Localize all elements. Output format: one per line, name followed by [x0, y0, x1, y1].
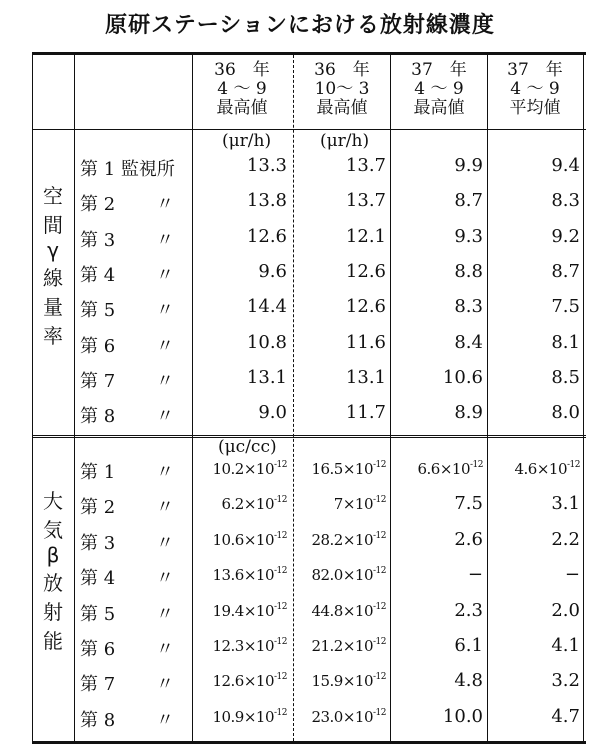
col-header-2-year: 36 年 — [314, 60, 370, 80]
col-header-3-stat: 最高値 — [413, 98, 465, 118]
frame-right-rule — [583, 55, 584, 741]
beta-value-mantissa: 16.5×10 — [311, 460, 373, 478]
beta-value-mantissa: 44.8×10 — [311, 601, 373, 620]
col-header-4 — [488, 61, 582, 118]
gamma-row-1-value-1: 13.3 — [246, 155, 287, 176]
gamma-row-4-value-4: 8.7 — [551, 260, 580, 282]
beta-row-1-value-2 — [290, 460, 386, 478]
gamma-row-4-value-2: 12.6 — [345, 260, 386, 282]
gamma-row-3-value-4: 9.2 — [551, 225, 580, 247]
beta-row-7-label: 第 7 — [80, 674, 116, 696]
section-rule — [32, 435, 586, 438]
gamma-row-7-value-3: 10.6 — [442, 366, 483, 388]
col-header-3-period: 4 〜 9 — [414, 79, 464, 99]
beta-value-exponent: -12 — [373, 637, 386, 647]
gamma-unit-1: (μr/h) — [222, 131, 272, 151]
beta-row-3-value-4 — [484, 529, 580, 550]
beta-label-char-5: 射 — [43, 600, 63, 624]
gamma-row-6-value-4: 8.1 — [551, 331, 580, 353]
beta-row-7-value-1 — [191, 672, 287, 690]
col-header-2 — [294, 61, 390, 118]
beta-row-5-ditto: 〃 — [156, 603, 174, 625]
beta-unit: (μc/cc) — [218, 437, 277, 457]
gamma-row-6-value-1: 10.8 — [246, 331, 287, 353]
beta-value-exponent: -12 — [274, 601, 287, 612]
beta-value-mantissa: 6.6×10 — [417, 460, 470, 478]
col-header-3 — [392, 61, 486, 118]
beta-row-3-ditto: 〃 — [156, 532, 174, 554]
beta-value-mantissa: 6.2×10 — [221, 495, 274, 514]
beta-row-1-label: 第 1 — [80, 462, 116, 483]
beta-row-4-value-2 — [290, 566, 386, 584]
beta-row-7-value-4 — [484, 670, 580, 691]
beta-row-3-label: 第 3 — [80, 532, 116, 554]
gamma-row-7-value-2: 13.1 — [345, 366, 386, 388]
beta-value-exponent: -12 — [373, 601, 386, 612]
gamma-row-8-label: 第 8 — [80, 406, 116, 428]
gamma-row-1-value-4: 9.4 — [551, 155, 580, 176]
beta-value-exponent: -12 — [274, 707, 287, 718]
gamma-row-6-value-2: 11.6 — [345, 331, 386, 353]
gamma-row-8-value-2: 11.7 — [345, 402, 386, 424]
gamma-row-4-value-3: 8.8 — [454, 260, 483, 282]
gamma-row-2-value-3: 8.7 — [454, 190, 483, 212]
beta-value-exponent: -12 — [274, 672, 287, 683]
beta-value-mantissa: 7×10 — [333, 495, 373, 514]
gamma-row-5-ditto: 〃 — [156, 300, 174, 322]
beta-value-mantissa: 4.7 — [551, 705, 580, 727]
beta-value-mantissa: − — [564, 564, 580, 586]
gamma-row-2-value-2: 13.7 — [345, 190, 386, 212]
beta-row-4-value-4 — [484, 564, 580, 585]
gamma-row-6-value-3: 8.4 — [454, 331, 483, 353]
col-header-1-year: 36 年 — [214, 60, 270, 80]
beta-row-3-value-3 — [387, 529, 483, 550]
beta-row-5-label: 第 5 — [80, 603, 116, 625]
gamma-row-2-value-1: 13.8 — [246, 190, 287, 212]
beta-value-mantissa: 82.0×10 — [311, 566, 373, 585]
beta-value-mantissa: 3.2 — [551, 670, 580, 692]
beta-row-5-value-2 — [290, 602, 386, 620]
col-header-1-period: 4 〜 9 — [217, 79, 267, 99]
beta-row-8-value-2 — [290, 708, 386, 726]
beta-row-5-value-4 — [484, 600, 580, 621]
gamma-row-5-value-3: 8.3 — [454, 296, 483, 318]
gamma-row-1-value-3: 9.9 — [454, 155, 483, 176]
beta-value-exponent: -12 — [373, 495, 386, 506]
beta-row-8-value-3 — [387, 706, 483, 727]
radiation-table — [32, 52, 586, 744]
beta-value-mantissa: 4.8 — [454, 670, 483, 692]
beta-value-exponent: -12 — [274, 637, 287, 647]
gamma-section-label — [37, 180, 69, 349]
beta-value-mantissa: 10.2×10 — [212, 460, 274, 478]
beta-row-5-value-1 — [191, 602, 287, 620]
beta-row-2-value-3 — [387, 493, 483, 514]
beta-value-mantissa: 28.2×10 — [311, 530, 373, 549]
beta-value-mantissa: 4.1 — [551, 635, 580, 656]
col-header-3-year: 37 年 — [411, 60, 467, 80]
gamma-row-3-ditto: 〃 — [156, 229, 174, 251]
beta-row-5-value-3 — [387, 600, 483, 621]
gamma-row-6-label: 第 6 — [80, 335, 116, 357]
gamma-row-1-label: 第 1 監視所 — [80, 159, 175, 180]
beta-row-2-value-1 — [191, 495, 287, 513]
beta-row-2-value-2 — [290, 495, 386, 513]
gamma-row-7-ditto: 〃 — [156, 370, 174, 392]
gamma-row-7-value-1: 13.1 — [246, 366, 287, 388]
beta-value-exponent: -12 — [373, 460, 386, 470]
beta-value-mantissa: 15.9×10 — [311, 672, 373, 691]
beta-value-mantissa: 3.1 — [551, 493, 580, 515]
beta-value-exponent: -12 — [567, 460, 580, 470]
beta-row-1-value-4 — [484, 460, 580, 478]
beta-row-6-value-4 — [484, 635, 580, 656]
gamma-row-2-ditto: 〃 — [156, 194, 174, 216]
beta-row-7-value-2 — [290, 672, 386, 690]
beta-value-exponent: -12 — [274, 566, 287, 577]
gamma-row-7-label: 第 7 — [80, 370, 116, 392]
beta-label-char-2: 気 — [43, 518, 63, 542]
gamma-row-2-value-4: 8.3 — [551, 190, 580, 212]
beta-value-mantissa: 7.5 — [454, 493, 483, 515]
beta-row-3-value-2 — [290, 531, 386, 549]
gamma-label-char-3: γ — [47, 238, 59, 262]
beta-row-6-ditto: 〃 — [156, 639, 174, 660]
gamma-label-char-5: 量 — [43, 295, 63, 319]
beta-row-1-ditto: 〃 — [156, 462, 174, 483]
beta-row-7-value-3 — [387, 670, 483, 691]
beta-value-mantissa: 4.6×10 — [514, 460, 567, 478]
beta-row-6-label: 第 6 — [80, 639, 116, 660]
gamma-row-6-ditto: 〃 — [156, 335, 174, 357]
gamma-row-8-value-4: 8.0 — [551, 402, 580, 424]
gamma-row-4-ditto: 〃 — [156, 264, 174, 286]
col-header-4-year: 37 年 — [507, 60, 563, 80]
beta-row-3-value-1 — [191, 531, 287, 549]
gamma-row-8-value-3: 8.9 — [454, 402, 483, 424]
gamma-row-5-value-2: 12.6 — [345, 296, 386, 318]
beta-value-mantissa: 2.3 — [454, 599, 483, 621]
beta-value-exponent: -12 — [373, 566, 386, 577]
beta-label-char-3: β — [46, 543, 60, 567]
gamma-label-char-1: 空 — [43, 184, 63, 208]
gamma-row-3-value-1: 12.6 — [246, 225, 287, 247]
gamma-label-char-4: 線 — [43, 266, 63, 290]
col-header-2-period: 10〜 3 — [314, 79, 370, 99]
col-header-1-stat: 最高値 — [216, 98, 268, 118]
beta-value-exponent: -12 — [274, 530, 287, 541]
beta-value-mantissa: 21.2×10 — [311, 637, 373, 655]
beta-value-mantissa: 6.1 — [454, 635, 483, 656]
gamma-row-1-value-2: 13.7 — [345, 155, 386, 176]
beta-value-mantissa: 2.0 — [551, 599, 580, 621]
beta-value-mantissa: − — [467, 564, 483, 586]
beta-value-mantissa: 23.0×10 — [311, 707, 373, 726]
beta-value-mantissa: 19.4×10 — [212, 601, 274, 620]
gamma-row-3-value-3: 9.3 — [454, 225, 483, 247]
beta-value-mantissa: 13.6×10 — [212, 566, 274, 585]
beta-row-1-value-3 — [387, 460, 483, 478]
gamma-row-4-label: 第 4 — [80, 264, 116, 286]
beta-row-6-value-3 — [387, 635, 483, 656]
gamma-row-7-value-4: 8.5 — [551, 366, 580, 388]
beta-value-mantissa: 10.0 — [442, 705, 483, 727]
gamma-row-5-value-4: 7.5 — [551, 296, 580, 318]
frame-left-rule — [32, 55, 33, 741]
beta-row-6-value-2 — [290, 637, 386, 655]
gamma-row-8-ditto: 〃 — [156, 406, 174, 428]
beta-row-4-value-1 — [191, 566, 287, 584]
beta-row-8-label: 第 8 — [80, 709, 116, 731]
beta-row-6-value-1 — [191, 637, 287, 655]
beta-value-exponent: -12 — [470, 460, 483, 470]
beta-value-exponent: -12 — [373, 530, 386, 541]
gamma-unit-2: (μr/h) — [320, 131, 370, 151]
beta-value-mantissa: 12.6×10 — [212, 672, 274, 691]
col-header-4-period: 4 〜 9 — [510, 79, 560, 99]
beta-row-8-ditto: 〃 — [156, 709, 174, 731]
section-col-rule — [74, 55, 75, 741]
col-header-4-stat: 平均値 — [509, 98, 561, 118]
gamma-row-5-value-1: 14.4 — [246, 296, 287, 318]
gamma-label-char-6: 率 — [43, 324, 63, 348]
beta-value-exponent: -12 — [274, 460, 287, 470]
beta-value-mantissa: 2.6 — [454, 528, 483, 550]
beta-row-4-ditto: 〃 — [156, 568, 174, 590]
beta-row-4-value-3 — [387, 564, 483, 585]
gamma-row-3-label: 第 3 — [80, 229, 116, 251]
gamma-row-2-label: 第 2 — [80, 194, 116, 216]
beta-row-2-ditto: 〃 — [156, 497, 174, 519]
beta-row-7-ditto: 〃 — [156, 674, 174, 696]
beta-section-label — [37, 485, 69, 654]
header-rule — [32, 129, 586, 130]
beta-row-4-label: 第 4 — [80, 568, 116, 590]
beta-value-exponent: -12 — [373, 672, 386, 683]
gamma-row-4-value-1: 9.6 — [258, 260, 287, 282]
beta-row-1-value-1 — [191, 460, 287, 478]
beta-row-2-label: 第 2 — [80, 497, 116, 519]
beta-label-char-6: 能 — [43, 629, 63, 653]
beta-label-char-1: 大 — [43, 489, 63, 513]
gamma-row-3-value-2: 12.1 — [345, 225, 386, 247]
beta-value-mantissa: 10.6×10 — [212, 530, 274, 549]
beta-label-char-4: 放 — [43, 571, 63, 595]
gamma-row-5-label: 第 5 — [80, 300, 116, 322]
beta-row-8-value-4 — [484, 706, 580, 727]
beta-row-2-value-4 — [484, 493, 580, 514]
page-title: 原研ステーションにおける放射線濃度 — [105, 13, 495, 38]
col-header-2-stat: 最高値 — [316, 98, 368, 118]
beta-value-mantissa: 2.2 — [551, 528, 580, 550]
beta-value-exponent: -12 — [373, 707, 386, 718]
gamma-label-char-2: 間 — [43, 213, 63, 237]
beta-value-exponent: -12 — [274, 495, 287, 506]
beta-value-mantissa: 12.3×10 — [212, 637, 274, 655]
beta-row-8-value-1 — [191, 708, 287, 726]
beta-value-mantissa: 10.9×10 — [212, 707, 274, 726]
gamma-row-8-value-1: 9.0 — [258, 402, 287, 424]
col-header-1 — [192, 61, 292, 118]
